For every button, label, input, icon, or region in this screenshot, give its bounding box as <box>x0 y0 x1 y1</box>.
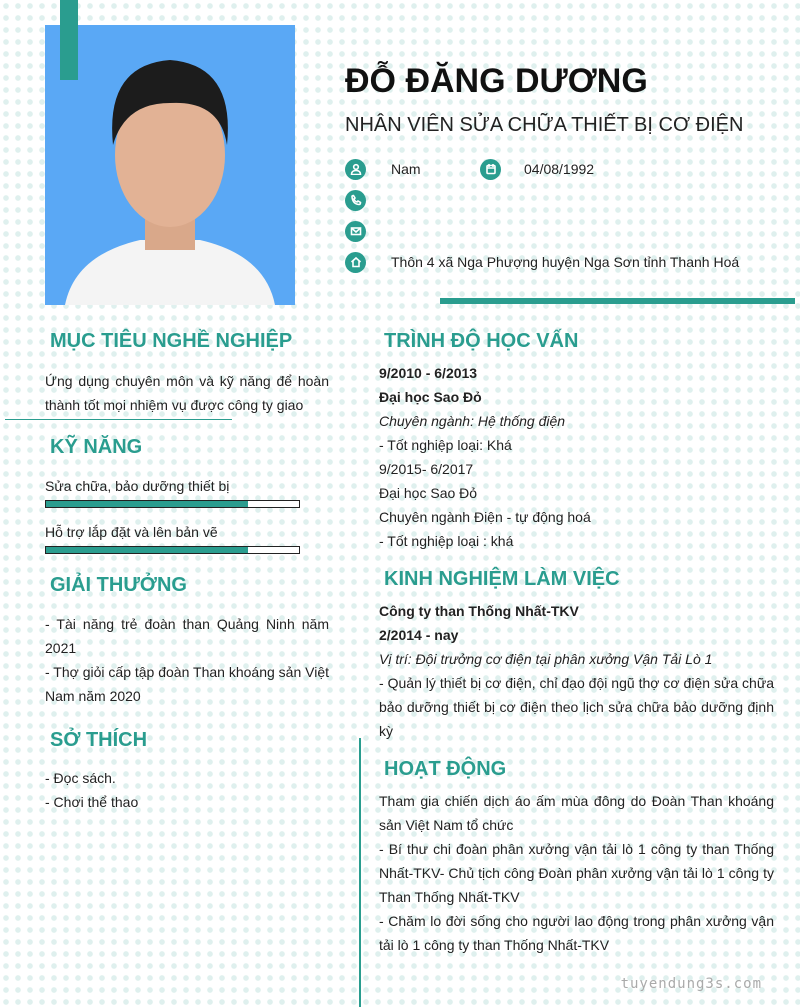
exp-company: Công ty than Thống Nhất-TKV <box>379 603 579 619</box>
education-heading: TRÌNH ĐỘ HỌC VẤN <box>384 330 579 352</box>
activity-item: - Bí thư chi đoàn phân xưởng vận tải lò 1 công ty than Thống Nhất-TKV- Chủ tịch công Đoàn phân xưởng vận tải lò 1 công ty Than Thống Nhất-TKV <box>379 841 774 905</box>
edu-school: Đại học Sao Đỏ <box>379 485 478 501</box>
section-divider <box>5 419 232 420</box>
birthday-value: 04/08/1992 <box>524 161 595 177</box>
mail-icon <box>345 221 366 242</box>
skill-bar-fill <box>46 501 248 507</box>
award-item: - Tài năng trẻ đoàn than Quảng Ninh năm 2021 <box>45 616 329 656</box>
job-title: NHÂN VIÊN SỬA CHỮA THIẾT BỊ CƠ ĐIỆN <box>345 114 744 136</box>
candidate-name: ĐỖ ĐĂNG DƯƠNG <box>345 62 648 100</box>
activities-heading: HOẠT ĐỘNG <box>384 758 507 780</box>
skill-bar <box>45 500 300 508</box>
exp-description: - Quản lý thiết bị cơ điện, chỉ đạo đội ngũ thợ cơ điện sửa chữa bảo dưỡng thiết bị cơ điện theo lịch sửa chữa bảo dưỡng định kỳ <box>379 675 774 739</box>
edu-major: Chuyên ngành Điện - tự động hoá <box>379 509 591 525</box>
calendar-icon <box>480 159 501 180</box>
profile-photo <box>45 25 295 305</box>
edu-major: Chuyên ngành: Hệ thống điện <box>379 413 566 429</box>
address-value: Thôn 4 xã Nga Phượng huyện Nga Sơn tỉnh Thanh Hoá <box>391 254 740 270</box>
exp-period: 2/2014 - nay <box>379 627 459 643</box>
phone-icon <box>345 190 366 211</box>
hobby-item: - Chơi thể thao <box>45 794 139 810</box>
awards-heading: GIẢI THƯỞNG <box>50 574 187 596</box>
skill-bar <box>45 546 300 554</box>
accent-bar <box>60 0 78 80</box>
edu-period: 9/2010 - 6/2013 <box>379 365 478 381</box>
hobby-item: - Đọc sách. <box>45 770 116 786</box>
activity-item: - Chăm lo đời sống cho người lao động trong phân xưởng vận tải lò 1 công ty than Thống Nhất-TKV <box>379 913 774 953</box>
skills-heading: KỸ NĂNG <box>50 436 143 458</box>
edu-period: 9/2015- 6/2017 <box>379 461 474 477</box>
home-icon <box>345 252 366 273</box>
contact-gender <box>345 157 421 181</box>
award-item: - Thợ giỏi cấp tập đoàn Than khoáng sản Việt Nam năm 2020 <box>45 664 329 704</box>
gender-value: Nam <box>391 161 421 177</box>
exp-position: Vị trí: Đội trưởng cơ điện tại phân xưởng Vận Tải Lò 1 <box>379 651 713 667</box>
hobbies-heading: SỞ THÍCH <box>50 729 148 751</box>
contact-phone <box>345 188 366 212</box>
edu-grade: - Tốt nghiệp loại: Khá <box>379 437 512 453</box>
contact-birthday <box>480 157 594 181</box>
objective-heading: MỤC TIÊU NGHỀ NGHIỆP <box>50 330 293 352</box>
activity-item: Tham gia chiến dịch áo ấm mùa đông do Đoàn Than khoáng sản Việt Nam tổ chức <box>379 793 774 833</box>
skill-label: Sửa chữa, bảo dưỡng thiết bị <box>45 478 230 494</box>
skill-bar-fill <box>46 547 248 553</box>
experience-heading: KINH NGHIỆM LÀM VIỆC <box>384 568 620 590</box>
user-icon <box>345 159 366 180</box>
header-divider <box>440 298 795 304</box>
edu-school: Đại học Sao Đỏ <box>379 389 482 405</box>
watermark: tuyendung3s.com <box>620 976 762 992</box>
contact-address <box>345 250 739 274</box>
edu-grade: - Tốt nghiệp loại : khá <box>379 533 514 549</box>
contact-email <box>345 219 366 243</box>
skill-label: Hỗ trợ lắp đặt và lên bản vẽ <box>45 524 218 540</box>
objective-text: Ứng dụng chuyên môn và kỹ năng để hoàn thành tốt mọi nhiệm vụ được công ty giao <box>45 373 329 413</box>
column-divider <box>359 738 361 1007</box>
